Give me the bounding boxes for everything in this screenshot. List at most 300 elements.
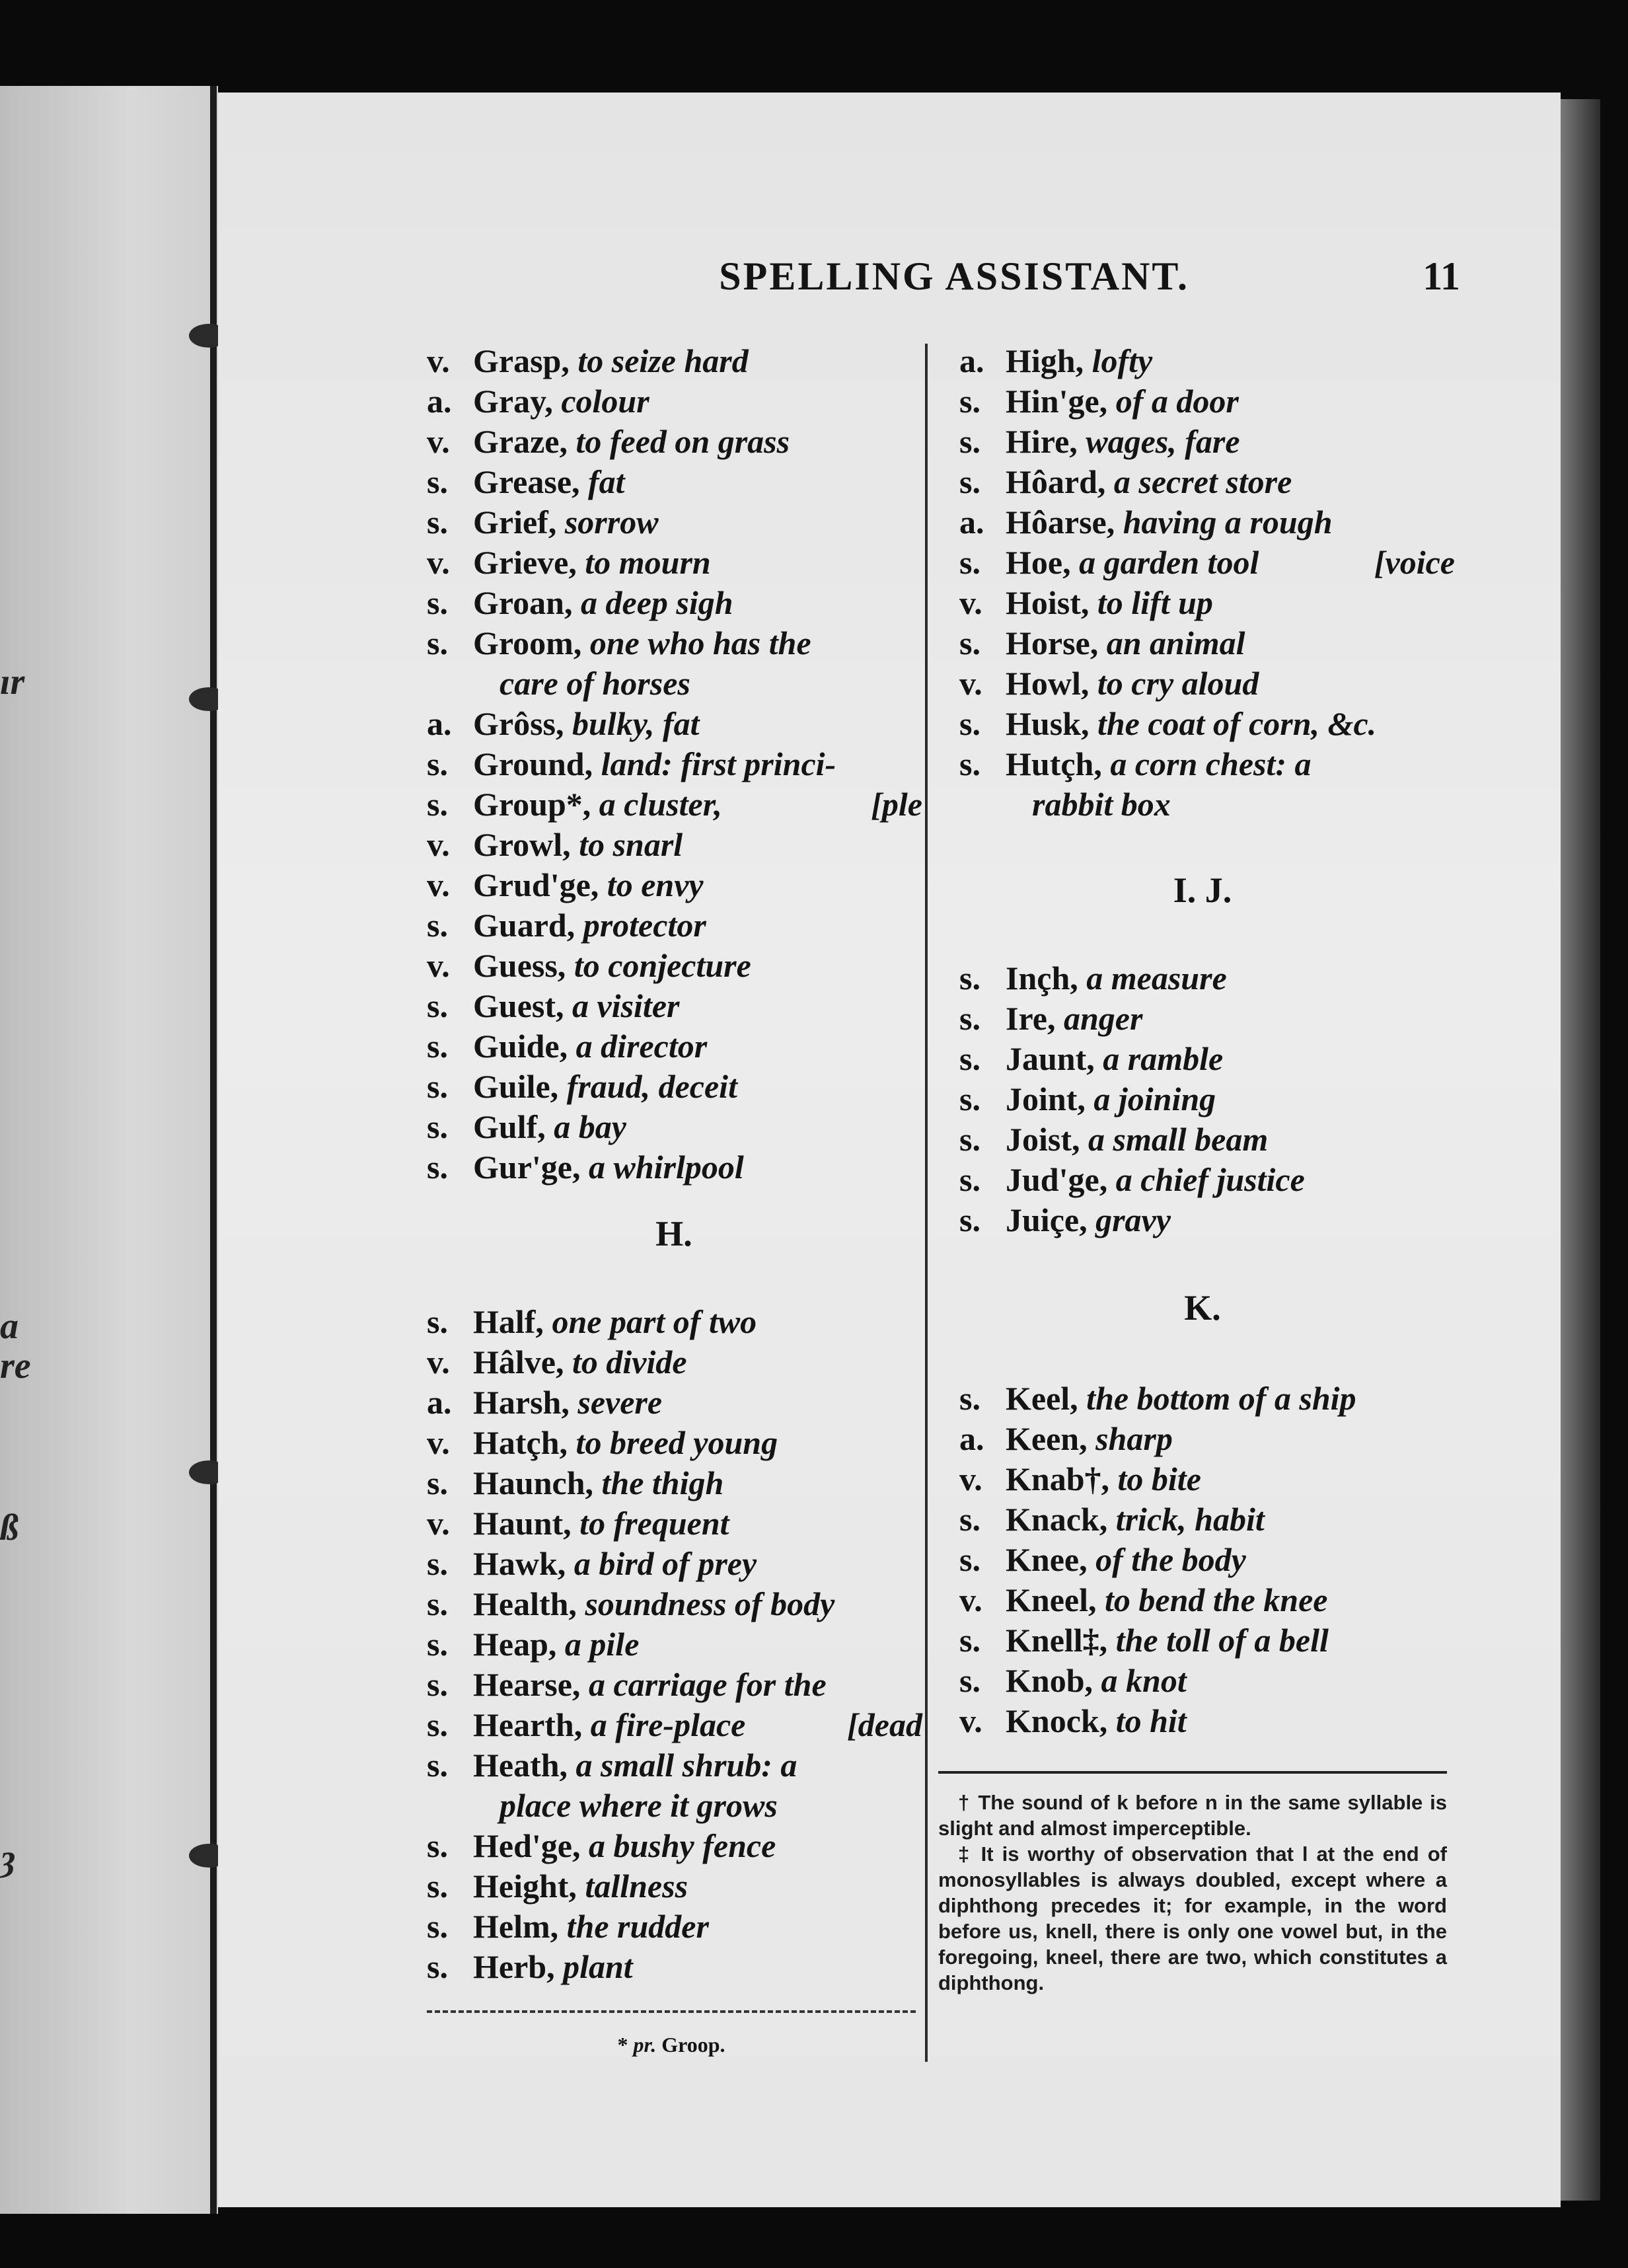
- headword: Hutçh,: [1006, 745, 1102, 782]
- entry-body: [1006, 999, 1455, 1039]
- part-of-speech: a.: [427, 1384, 452, 1421]
- part-of-speech: v.: [427, 1343, 450, 1380]
- definition: a fire-place: [590, 1706, 746, 1743]
- dictionary-entry: [427, 986, 922, 1026]
- definition: to breed young: [575, 1424, 778, 1461]
- entry-body: [473, 1342, 922, 1382]
- part-of-speech: v.: [427, 1505, 450, 1542]
- headword: Helm,: [473, 1908, 559, 1945]
- dictionary-entry: [959, 583, 1455, 623]
- dictionary-entry: [427, 1907, 922, 1947]
- entry-body: [473, 1907, 922, 1947]
- definition: one who has the: [589, 624, 811, 662]
- footnote-rule: [427, 2010, 916, 2013]
- part-of-speech: s.: [427, 463, 448, 500]
- part-of-speech: s.: [427, 1706, 448, 1743]
- headword: Hoe,: [1006, 544, 1071, 581]
- part-of-speech: v.: [959, 1581, 982, 1618]
- definition: a corn chest: a: [1110, 745, 1312, 782]
- definition: to lift up: [1097, 584, 1213, 621]
- entry-body: [1006, 704, 1455, 744]
- definition: soundness of body: [585, 1585, 835, 1622]
- part-of-speech: s.: [959, 1201, 980, 1238]
- headword: Hire,: [1006, 423, 1078, 460]
- entry-body: [473, 502, 922, 543]
- dictionary-entry: [959, 1039, 1455, 1079]
- dictionary-entry: [427, 784, 922, 825]
- dictionary-entry: [427, 623, 922, 663]
- part-of-speech: s.: [427, 1068, 448, 1105]
- page-number: 11: [1423, 254, 1460, 298]
- headword: Ire,: [1006, 1000, 1056, 1037]
- entry-body: [1006, 583, 1455, 623]
- part-of-speech: s.: [959, 705, 980, 742]
- part-of-speech: s.: [959, 1380, 980, 1417]
- dictionary-entry: [959, 1119, 1455, 1160]
- entry-body: [473, 422, 922, 462]
- dictionary-entry: [427, 946, 922, 986]
- dictionary-entry: [959, 958, 1455, 999]
- entry-body: [473, 1947, 922, 1987]
- entry-body: [1006, 1200, 1455, 1240]
- headword: Joist,: [1006, 1121, 1080, 1158]
- definition: to conjecture: [574, 947, 751, 984]
- entry-body: [1006, 1701, 1455, 1741]
- part-of-speech: v.: [959, 665, 982, 702]
- part-of-speech: s.: [427, 1303, 448, 1340]
- definition: lofty: [1092, 342, 1153, 379]
- part-of-speech: v.: [959, 584, 982, 621]
- definition: a bay: [554, 1108, 626, 1145]
- part-of-speech: s.: [427, 1626, 448, 1663]
- definition: the toll of a bell: [1115, 1622, 1329, 1659]
- footnote-mark: *: [617, 2033, 628, 2057]
- headword: Knee,: [1006, 1541, 1088, 1578]
- definition: a small shrub: a: [575, 1747, 797, 1784]
- headword: Guest,: [473, 987, 564, 1024]
- definition: a joining: [1093, 1080, 1216, 1117]
- footnote-pronunciation: [427, 2033, 916, 2057]
- dictionary-entry: [427, 462, 922, 502]
- right-column-ij-entries: [959, 958, 1455, 1240]
- section-heading-ij: I. J.: [1173, 870, 1232, 910]
- left-column-g-entries: [427, 341, 922, 1188]
- entry-body: [473, 1147, 922, 1188]
- dictionary-entry: [427, 1866, 922, 1907]
- part-of-speech: s.: [427, 1747, 448, 1784]
- definition: tallness: [585, 1868, 688, 1905]
- dictionary-entry: [427, 1147, 922, 1188]
- footnote-rule: [938, 1771, 1447, 1774]
- entry-body: [473, 1423, 922, 1463]
- headword: Guile,: [473, 1068, 559, 1105]
- part-of-speech: v.: [427, 423, 450, 460]
- dictionary-entry: [427, 1503, 922, 1544]
- entry-body: [473, 1302, 922, 1342]
- part-of-speech: s.: [427, 1545, 448, 1582]
- definition: a deep sigh: [581, 584, 733, 621]
- part-of-speech: s.: [427, 745, 448, 782]
- footnote-text: Groop.: [661, 2033, 725, 2057]
- headword: Grieve,: [473, 544, 577, 581]
- right-column-h-entries: [959, 341, 1455, 825]
- headword: Growl,: [473, 826, 571, 863]
- dictionary-entry: [427, 1342, 922, 1382]
- headword: Height,: [473, 1868, 577, 1905]
- definition: sharp: [1095, 1420, 1173, 1457]
- dictionary-entry: [959, 1499, 1455, 1540]
- entry-body: [473, 744, 922, 784]
- dictionary-entry: [959, 1540, 1455, 1580]
- dictionary-entry: [427, 1584, 922, 1624]
- entry-body: [1006, 623, 1455, 663]
- part-of-speech: s.: [427, 987, 448, 1024]
- headword: Groom,: [473, 624, 582, 662]
- part-of-speech: v.: [427, 544, 450, 581]
- definition: a knot: [1101, 1662, 1187, 1699]
- part-of-speech: s.: [959, 463, 980, 500]
- entry-body: [1006, 1499, 1455, 1540]
- dictionary-entry: [427, 663, 922, 704]
- definition: anger: [1063, 1000, 1143, 1037]
- dictionary-entry: [427, 825, 922, 865]
- definition: gravy: [1095, 1201, 1171, 1238]
- entry-body: [1006, 341, 1455, 381]
- headword: Haunch,: [473, 1464, 594, 1501]
- running-header: SPELLING ASSISTANT.: [719, 254, 1189, 298]
- dictionary-entry: [427, 1067, 922, 1107]
- entry-body: [473, 1107, 922, 1147]
- headword: Gur'ge,: [473, 1149, 581, 1186]
- headword: Inçh,: [1006, 960, 1078, 997]
- entry-body: [473, 623, 922, 663]
- part-of-speech: a.: [959, 504, 984, 541]
- dictionary-entry: [959, 1160, 1455, 1200]
- entry-body: [473, 1544, 922, 1584]
- definition: a bushy fence: [588, 1827, 776, 1864]
- dictionary-entry: [959, 341, 1455, 381]
- line-continuation: [dead: [847, 1706, 922, 1743]
- definition: a pile: [564, 1626, 640, 1663]
- dictionary-entry: [427, 1382, 922, 1423]
- definition: place where it grows: [500, 1787, 778, 1824]
- definition: the coat of corn, &c.: [1097, 705, 1377, 742]
- part-of-speech: s.: [959, 1040, 980, 1077]
- left-page-edge: [0, 86, 218, 2214]
- footnote-abbr: pr.: [633, 2033, 657, 2057]
- left-column-h-entries: [427, 1302, 922, 1987]
- definition: a secret store: [1113, 463, 1292, 500]
- dictionary-entry: [427, 1026, 922, 1067]
- part-of-speech: s.: [427, 1028, 448, 1065]
- dictionary-entry: [959, 663, 1455, 704]
- entry-body: [473, 986, 922, 1026]
- definition: to seize hard: [577, 342, 749, 379]
- headword: Haunt,: [473, 1505, 572, 1542]
- part-of-speech: s.: [427, 786, 448, 823]
- headword: Half,: [473, 1303, 544, 1340]
- dictionary-entry: [427, 341, 922, 381]
- part-of-speech: s.: [959, 1622, 980, 1659]
- headword: Gray,: [473, 383, 553, 420]
- entry-body: [473, 1026, 922, 1067]
- entry-body: [1006, 958, 1455, 999]
- part-of-speech: a.: [959, 342, 984, 379]
- part-of-speech: s.: [959, 544, 980, 581]
- headword: Gulf,: [473, 1108, 546, 1145]
- definition: an animal: [1106, 624, 1245, 662]
- headword: Keel,: [1006, 1380, 1078, 1417]
- part-of-speech: s.: [959, 1000, 980, 1037]
- left-page-fragment: ır: [0, 662, 25, 702]
- definition: one part of two: [552, 1303, 757, 1340]
- entry-body: [1032, 784, 1455, 825]
- part-of-speech: s.: [959, 1080, 980, 1117]
- definition: sorrow: [564, 504, 659, 541]
- footnotes: [938, 1790, 1447, 1996]
- part-of-speech: s.: [959, 1121, 980, 1158]
- definition: of a door: [1115, 383, 1239, 420]
- dictionary-entry: [959, 1079, 1455, 1119]
- dictionary-entry: [427, 1107, 922, 1147]
- section-heading-k: K.: [1184, 1288, 1221, 1328]
- headword: Hearse,: [473, 1666, 581, 1703]
- dictionary-entry: [959, 1200, 1455, 1240]
- dictionary-entry: [959, 1379, 1455, 1419]
- dictionary-entry: [427, 422, 922, 462]
- part-of-speech: s.: [427, 1868, 448, 1905]
- part-of-speech: s.: [427, 1908, 448, 1945]
- entry-body: [473, 1382, 922, 1423]
- left-page-fragment: ß: [0, 1507, 18, 1548]
- definition: fat: [588, 463, 625, 500]
- part-of-speech: s.: [427, 1948, 448, 1985]
- footnote-double-dagger: ‡ It is worthy of observation that l at the end of monosyllables is always doubled, except where a diphthong precedes it; for example, in the word before us, knell, there is only one vowel but, in the foregoing, kneel, there are two, which constitutes a diphthong.: [938, 1842, 1447, 1994]
- part-of-speech: s.: [427, 1666, 448, 1703]
- entry-body: [1006, 1379, 1455, 1419]
- dictionary-entry: [427, 543, 922, 583]
- dictionary-entry: [427, 905, 922, 946]
- headword: Horse,: [1006, 624, 1099, 662]
- headword: Husk,: [1006, 705, 1090, 742]
- left-page-fragment: a: [0, 1306, 18, 1347]
- headword: Guide,: [473, 1028, 568, 1065]
- dictionary-entry: [959, 623, 1455, 663]
- headword: Hôarse,: [1006, 504, 1115, 541]
- entry-body: [1006, 1661, 1455, 1701]
- part-of-speech: v.: [427, 947, 450, 984]
- definition: to snarl: [579, 826, 683, 863]
- headword: Knell‡,: [1006, 1622, 1108, 1659]
- headword: Knab†,: [1006, 1460, 1110, 1497]
- entry-body: [473, 825, 922, 865]
- headword: Knob,: [1006, 1662, 1093, 1699]
- dictionary-entry: [959, 422, 1455, 462]
- part-of-speech: a.: [959, 1420, 984, 1457]
- entry-body: [473, 341, 922, 381]
- line-continuation: [voice: [1374, 544, 1455, 581]
- dictionary-entry: [427, 744, 922, 784]
- dictionary-entry: [959, 1661, 1455, 1701]
- definition: rabbit box: [1032, 786, 1171, 823]
- definition: the rudder: [566, 1908, 709, 1945]
- entry-body: [1006, 1459, 1455, 1499]
- line-continuation: [ple: [871, 786, 922, 823]
- entry-body: [1006, 462, 1455, 502]
- headword: Group*,: [473, 786, 591, 823]
- definition: a chief justice: [1115, 1161, 1305, 1198]
- entry-body: [500, 1786, 922, 1826]
- part-of-speech: s.: [427, 584, 448, 621]
- part-of-speech: s.: [427, 1585, 448, 1622]
- definition: a visiter: [572, 987, 680, 1024]
- part-of-speech: s.: [959, 624, 980, 662]
- part-of-speech: s.: [427, 1108, 448, 1145]
- headword: Guess,: [473, 947, 566, 984]
- part-of-speech: s.: [427, 624, 448, 662]
- definition: to envy: [607, 866, 704, 903]
- part-of-speech: v.: [427, 866, 450, 903]
- entry-body: [473, 946, 922, 986]
- dictionary-entry: [427, 704, 922, 744]
- dictionary-entry: [427, 381, 922, 422]
- definition: having a rough: [1123, 504, 1333, 541]
- definition: land: first princi-: [601, 745, 836, 782]
- headword: Grasp,: [473, 342, 570, 379]
- entry-body: [473, 1745, 922, 1786]
- part-of-speech: v.: [427, 826, 450, 863]
- definition: wages, fare: [1086, 423, 1240, 460]
- headword: Hin'ge,: [1006, 383, 1108, 420]
- entry-body: [1006, 381, 1455, 422]
- definition: of the body: [1095, 1541, 1246, 1578]
- dictionary-entry: [959, 1620, 1455, 1661]
- entry-body: [473, 865, 922, 905]
- part-of-speech: a.: [427, 383, 452, 420]
- part-of-speech: s.: [959, 1501, 980, 1538]
- headword: Hâlve,: [473, 1343, 564, 1380]
- headword: Jaunt,: [1006, 1040, 1095, 1077]
- headword: Grôss,: [473, 705, 564, 742]
- dictionary-entry: [427, 1745, 922, 1786]
- dictionary-entry: [959, 1459, 1455, 1499]
- headword: Knack,: [1006, 1501, 1108, 1538]
- entry-body: [500, 663, 922, 704]
- entry-body: [473, 784, 922, 825]
- headword: Knock,: [1006, 1702, 1108, 1739]
- entry-body: [473, 905, 922, 946]
- entry-body: [1006, 502, 1455, 543]
- entry-body: [473, 1826, 922, 1866]
- part-of-speech: s.: [427, 907, 448, 944]
- dictionary-entry: [427, 502, 922, 543]
- entry-body: [1006, 1119, 1455, 1160]
- binding-gutter: [210, 86, 217, 2214]
- dictionary-entry: [959, 784, 1455, 825]
- entry-body: [473, 583, 922, 623]
- entry-body: [473, 1624, 922, 1665]
- entry-body: [1006, 1580, 1455, 1620]
- definition: a whirlpool: [588, 1149, 744, 1186]
- definition: a ramble: [1103, 1040, 1224, 1077]
- entry-body: [1006, 1079, 1455, 1119]
- headword: Hatçh,: [473, 1424, 568, 1461]
- headword: Joint,: [1006, 1080, 1086, 1117]
- definition: a small beam: [1088, 1121, 1269, 1158]
- entry-body: [1006, 422, 1455, 462]
- entry-body: [473, 462, 922, 502]
- headword: Howl,: [1006, 665, 1090, 702]
- dictionary-entry: [959, 1580, 1455, 1620]
- definition: plant: [563, 1948, 633, 1985]
- definition: care of horses: [500, 665, 690, 702]
- dictionary-entry: [427, 1302, 922, 1342]
- headword: Grief,: [473, 504, 557, 541]
- part-of-speech: a.: [427, 705, 452, 742]
- right-column-k-entries: [959, 1379, 1455, 1741]
- entry-body: [1006, 663, 1455, 704]
- dictionary-entry: [427, 583, 922, 623]
- headword: Hoist,: [1006, 584, 1090, 621]
- part-of-speech: v.: [959, 1460, 982, 1497]
- definition: trick, habit: [1115, 1501, 1265, 1538]
- entry-body: [1006, 1620, 1455, 1661]
- headword: Herb,: [473, 1948, 555, 1985]
- dictionary-entry: [959, 381, 1455, 422]
- headword: Ground,: [473, 745, 593, 782]
- section-heading-h: H.: [655, 1214, 692, 1254]
- part-of-speech: v.: [427, 342, 450, 379]
- dictionary-entry: [427, 1665, 922, 1705]
- entry-body: [1006, 1540, 1455, 1580]
- part-of-speech: s.: [427, 1464, 448, 1501]
- headword: Jud'ge,: [1006, 1161, 1108, 1198]
- headword: Hed'ge,: [473, 1827, 581, 1864]
- entry-body: [473, 1463, 922, 1503]
- part-of-speech: s.: [959, 383, 980, 420]
- entry-body: [473, 1584, 922, 1624]
- headword: Hearth,: [473, 1706, 583, 1743]
- headword: Guard,: [473, 907, 575, 944]
- definition: to divide: [572, 1343, 687, 1380]
- headword: Harsh,: [473, 1384, 570, 1421]
- dictionary-entry: [427, 1786, 922, 1826]
- entry-body: [473, 1866, 922, 1907]
- part-of-speech: s.: [427, 1827, 448, 1864]
- dictionary-entry: [427, 1705, 922, 1745]
- entry-body: [1006, 1419, 1455, 1459]
- definition: a bird of prey: [574, 1545, 757, 1582]
- part-of-speech: s.: [427, 1149, 448, 1186]
- headword: Hôard,: [1006, 463, 1106, 500]
- part-of-speech: s.: [959, 1662, 980, 1699]
- definition: to cry aloud: [1097, 665, 1259, 702]
- headword: Grud'ge,: [473, 866, 599, 903]
- dictionary-entry: [959, 1701, 1455, 1741]
- definition: a director: [575, 1028, 708, 1065]
- definition: a garden tool: [1079, 544, 1259, 581]
- definition: the bottom of a ship: [1086, 1380, 1356, 1417]
- headword: Kneel,: [1006, 1581, 1097, 1618]
- part-of-speech: s.: [427, 504, 448, 541]
- dictionary-entry: [427, 865, 922, 905]
- part-of-speech: s.: [959, 745, 980, 782]
- entry-body: [1006, 1039, 1455, 1079]
- headword: Graze,: [473, 423, 568, 460]
- entry-body: [473, 543, 922, 583]
- dictionary-entry: [959, 543, 1455, 583]
- dictionary-entry: [427, 1544, 922, 1584]
